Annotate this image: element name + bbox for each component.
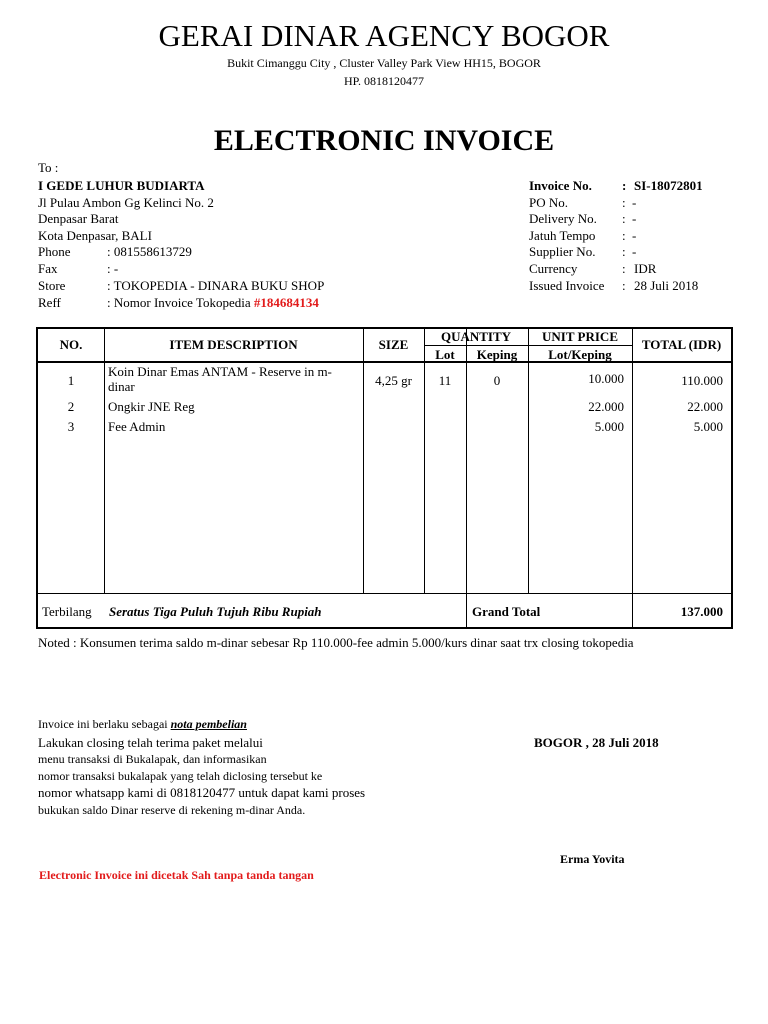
invoice-no-value: SI-18072801 [634, 178, 703, 193]
document-title: ELECTRONIC INVOICE [213, 124, 555, 157]
customer-address-line: Jl Pulau Ambon Gg Kelinci No. 2 [38, 195, 214, 210]
invoice-no-label: Invoice No. [529, 178, 592, 193]
currency-colon: : [622, 261, 626, 276]
terbilang-label: Terbilang [42, 604, 92, 619]
row-lot: 11 [438, 373, 452, 388]
items-table [36, 327, 733, 629]
col-divider [104, 329, 105, 593]
row-description: Koin Dinar Emas ANTAM - Reserve in m- [108, 364, 332, 379]
validity-note [38, 717, 247, 732]
phone-label: Phone [38, 244, 71, 259]
header-total: TOTAL (IDR) [641, 337, 722, 352]
company-address: Bukit Cimanggu City , Cluster Valley Park View HH15, BOGOR [227, 56, 541, 70]
row-description-cont: dinar [108, 379, 135, 394]
header-size: SIZE [378, 337, 409, 352]
instruction-line: nomor transaksi bukalapak yang telah diclosing tersebut ke [38, 769, 323, 783]
header-unit-price: UNIT PRICE [542, 329, 618, 344]
due-date-colon: : [622, 228, 626, 243]
row-size: 4,25 gr [375, 373, 412, 388]
supplier-no-label: Supplier No. [529, 244, 596, 259]
body-bottom-line [38, 593, 731, 594]
reff-number: #184684134 [253, 295, 319, 310]
reff-text: : Nomor Invoice Tokopedia [107, 295, 254, 310]
customer-address-line: Kota Denpasar, BALI [38, 228, 152, 243]
place-date: BOGOR , 28 Juli 2018 [534, 735, 659, 750]
company-phone: HP. 0818120477 [343, 74, 424, 88]
issued-label: Issued Invoice [529, 278, 605, 293]
row-total: 22.000 [687, 399, 723, 414]
instruction-line: bukukan saldo Dinar reserve di rekening m-dinar Anda. [38, 803, 306, 817]
due-date-value: - [632, 228, 637, 243]
validity-emphasis: nota pembelian [170, 717, 247, 731]
validity-prefix: Invoice ini berlaku sebagai [38, 717, 171, 731]
row-no: 3 [67, 419, 75, 434]
reff-value [107, 295, 319, 311]
header-unit-sub: Lot/Keping [548, 347, 612, 362]
row-total: 5.000 [693, 419, 723, 434]
row-unit-price: 22.000 [588, 399, 624, 414]
noted-text: Noted : Konsumen terima saldo m-dinar sebesar Rp 110.000-fee admin 5.000/kurs dinar saat trx closing tokopedia [38, 635, 634, 650]
row-no: 2 [67, 399, 75, 414]
currency-label: Currency [529, 261, 578, 276]
header-subdivider [424, 345, 632, 346]
customer-name: I GEDE LUHUR BUDIARTA [38, 178, 205, 193]
row-description: Ongkir JNE Reg [108, 399, 195, 414]
col-divider [528, 329, 529, 593]
po-no-value: - [632, 195, 637, 210]
col-divider [424, 329, 425, 593]
header-quantity: QUANTITY [440, 329, 512, 344]
row-keping: 0 [493, 373, 501, 388]
issued-value: 28 Juli 2018 [634, 278, 699, 293]
col-divider [363, 329, 364, 593]
terbilang-value: Seratus Tiga Puluh Tujuh Ribu Rupiah [109, 604, 322, 619]
supplier-no-colon: : [622, 244, 626, 259]
po-no-colon: : [622, 195, 626, 210]
header-keping: Keping [476, 347, 518, 362]
delivery-no-colon: : [622, 211, 626, 226]
header-lot: Lot [435, 347, 455, 362]
row-unit-price: 5.000 [594, 419, 624, 434]
store-label: Store [38, 278, 66, 293]
delivery-no-label: Delivery No. [529, 211, 597, 226]
due-date-label: Jatuh Tempo [529, 228, 596, 243]
reff-label: Reff [38, 295, 61, 310]
po-no-label: PO No. [529, 195, 569, 210]
row-total: 110.000 [681, 373, 723, 388]
fax-value: : - [107, 261, 119, 276]
instruction-line: Lakukan closing telah terima paket melalui [38, 735, 263, 750]
signer-name: Erma Yovita [560, 852, 625, 866]
row-unit-price: 10.000 [588, 371, 624, 386]
phone-value: : 081558613729 [107, 244, 192, 259]
grand-total-value: 137.000 [680, 604, 723, 619]
row-no: 1 [67, 373, 75, 388]
fax-label: Fax [38, 261, 58, 276]
customer-address-line: Denpasar Barat [38, 211, 119, 226]
grand-total-label: Grand Total [472, 604, 541, 619]
company-name: GERAI DINAR AGENCY BOGOR [158, 18, 610, 53]
header-no: NO. [59, 337, 83, 352]
delivery-no-value: - [632, 211, 637, 226]
invoice-no-colon: : [622, 178, 630, 193]
header-item-description: ITEM DESCRIPTION [169, 337, 298, 352]
to-label: To : [38, 160, 59, 175]
supplier-no-value: - [632, 244, 637, 259]
row-description: Fee Admin [108, 419, 166, 434]
issued-colon: : [622, 278, 626, 293]
currency-value: IDR [634, 261, 657, 276]
footer-note: Electronic Invoice ini dicetak Sah tanpa tanda tangan [39, 868, 314, 882]
instruction-line: menu transaksi di Bukalapak, dan informasikan [38, 752, 267, 766]
store-value: : TOKOPEDIA - DINARA BUKU SHOP [107, 278, 325, 293]
instruction-line: nomor whatsapp kami di 0818120477 untuk dapat kami proses [38, 785, 366, 800]
